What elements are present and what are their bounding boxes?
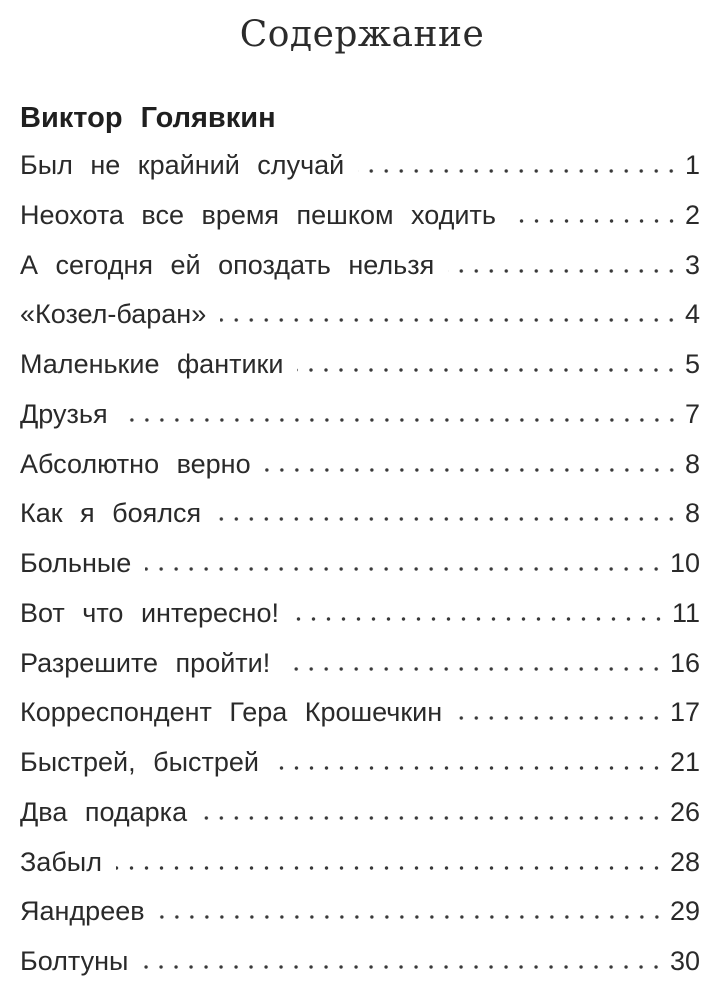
toc-entry[interactable] <box>20 598 700 648</box>
toc-entry-page: 26 <box>669 796 700 827</box>
table-of-contents <box>20 150 700 996</box>
toc-entry-title: Как я боялся <box>20 498 202 529</box>
toc-entry[interactable] <box>20 200 700 250</box>
dot-leader <box>215 517 679 521</box>
toc-entry[interactable] <box>20 847 700 897</box>
toc-entry[interactable] <box>20 797 700 847</box>
toc-entry-title: Абсолютно верно <box>20 448 251 479</box>
toc-entry-title: «Козел-баран» <box>20 299 207 330</box>
toc-entry-title: Маленькие фантики <box>20 349 284 379</box>
toc-entry-title: Забыл <box>20 846 102 877</box>
toc-entry-title: Разрешите пройти! <box>20 647 271 678</box>
dot-leader <box>265 468 679 472</box>
dot-leader <box>145 567 664 571</box>
toc-entry[interactable] <box>20 349 700 399</box>
toc-entry-title: Вот что интересно! <box>20 597 279 628</box>
dot-leader <box>456 716 664 720</box>
dot-leader <box>297 368 679 372</box>
toc-entry-page: 4 <box>684 299 700 330</box>
toc-entry-page: 17 <box>669 697 700 728</box>
toc-entry-title: Больные <box>20 548 132 578</box>
toc-entry[interactable] <box>20 498 700 548</box>
toc-entry-page: 8 <box>684 498 700 529</box>
toc-entry-page: 16 <box>669 647 700 678</box>
toc-entry-title: Болтуны <box>20 946 129 976</box>
dot-leader <box>159 915 664 919</box>
toc-entry-page: 8 <box>684 448 700 479</box>
dot-leader <box>284 667 664 671</box>
toc-entry-page: 2 <box>684 199 700 230</box>
toc-entry[interactable] <box>20 399 700 449</box>
toc-entry-title: Два подарка <box>20 796 188 827</box>
dot-leader <box>116 866 664 870</box>
dot-leader <box>293 617 666 621</box>
dot-leader <box>220 318 679 322</box>
toc-entry-page: 21 <box>669 747 700 777</box>
author-heading: Виктор Голявкин <box>20 102 276 134</box>
toc-entry[interactable] <box>20 150 700 200</box>
toc-entry-page: 30 <box>669 946 700 976</box>
toc-entry-page: 10 <box>669 548 700 578</box>
toc-entry-page: 5 <box>684 349 700 379</box>
dot-leader <box>142 965 664 969</box>
toc-entry-title: Неохота все время пешком ходить <box>20 199 496 230</box>
toc-entry[interactable] <box>20 449 700 499</box>
toc-entry[interactable] <box>20 548 700 598</box>
toc-entry-title: Быстрей, быстрей <box>20 747 259 777</box>
toc-entry-page: 3 <box>684 249 700 280</box>
toc-entry[interactable] <box>20 648 700 698</box>
toc-entry-page: 11 <box>671 597 700 628</box>
toc-entry-title: Корреспондент Гера Крошечкин <box>20 697 443 728</box>
dot-leader <box>122 418 679 422</box>
toc-entry[interactable] <box>20 747 700 797</box>
toc-entry-page: 1 <box>684 150 700 180</box>
toc-entry[interactable] <box>20 299 700 349</box>
toc-entry-title: Яандреев <box>20 896 145 927</box>
toc-entry-title: Был не крайний случай <box>20 150 345 180</box>
dot-leader <box>273 766 664 770</box>
toc-entry-title: А сегодня ей опоздать нельзя <box>20 249 435 280</box>
toc-entry[interactable] <box>20 946 700 996</box>
toc-entry-page: 29 <box>669 896 700 927</box>
page-title: Содержание <box>239 14 485 55</box>
toc-entry-page: 28 <box>669 846 700 877</box>
dot-leader <box>510 219 679 223</box>
dot-leader <box>358 169 679 173</box>
toc-entry[interactable] <box>20 697 700 747</box>
dot-leader <box>448 269 679 273</box>
toc-entry[interactable] <box>20 250 700 300</box>
dot-leader <box>201 816 664 820</box>
toc-entry[interactable] <box>20 896 700 946</box>
toc-entry-title: Друзья <box>20 398 108 429</box>
toc-entry-page: 7 <box>684 398 700 429</box>
